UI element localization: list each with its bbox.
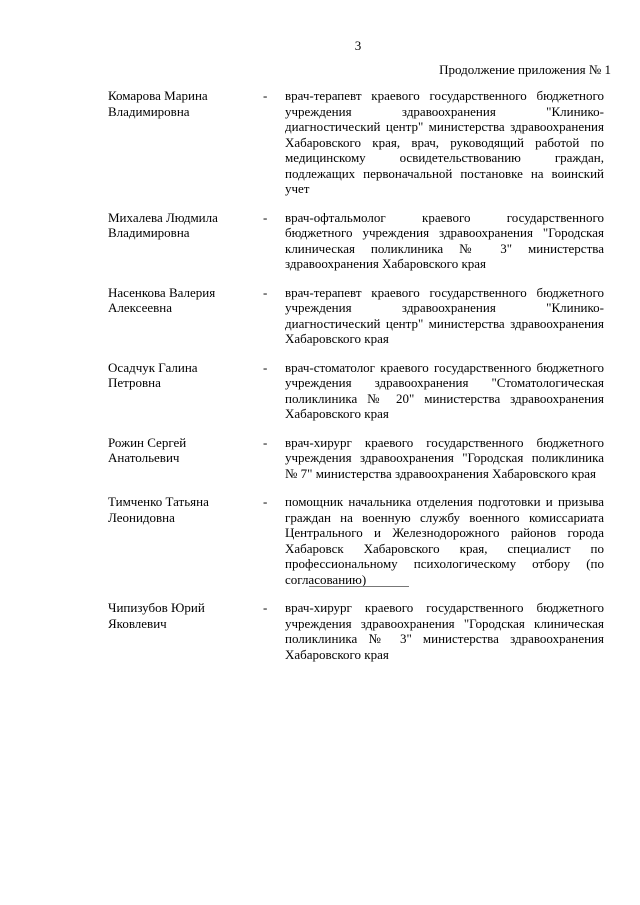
member-patronymic: Леонидовна: [108, 509, 175, 525]
list-item: [108, 600, 604, 662]
member-patronymic: Владимировна: [108, 103, 190, 119]
dash-separator: -: [263, 209, 268, 225]
continuation-label: Продолжение приложения № 1: [439, 62, 611, 77]
member-name: [108, 285, 263, 347]
list-item: [108, 435, 604, 482]
list-item: [108, 360, 604, 422]
member-position: врач-офтальмолог краевого государственного бюджетного учреждения здравоохранения "Городская клиническая поликлиника № 3" министерства здравоохранения Хабаровского края: [285, 209, 604, 271]
list-item: [108, 494, 604, 587]
member-name: [108, 88, 263, 197]
member-name: [108, 435, 263, 482]
dash-separator: -: [263, 359, 268, 375]
member-position: врач-терапевт краевого государственного бюджетного учреждения здравоохранения "Клинико-диагностический центр" министерства здравоохранения Хабаровского края, врач, руководящий работой по медицинскому освидетельствованию граждан, подлежащих первоначальной постановке на воинский учет: [285, 88, 604, 196]
dash-separator: -: [263, 284, 268, 300]
member-name: [108, 360, 263, 422]
dash-separator: -: [263, 434, 268, 450]
end-divider: [309, 586, 409, 587]
member-patronymic: Яковлевич: [108, 615, 167, 631]
member-surname-name: Михалева Людмила: [108, 209, 218, 225]
member-position: врач-терапевт краевого государственного бюджетного учреждения здравоохранения "Клинико-диагностический центр" министерства здравоохранения Хабаровского края: [285, 284, 604, 346]
dash-separator: -: [263, 494, 268, 509]
member-surname-name: Рожин Сергей: [108, 434, 187, 450]
member-patronymic: Анатольевич: [108, 450, 180, 465]
member-position: врач-стоматолог краевого государственного бюджетного учреждения здравоохранения "Стоматологическая поликлиника № 20" министерства здравоохранения Хабаровского края: [285, 359, 604, 421]
list-item: [108, 88, 604, 197]
member-name: [108, 494, 263, 587]
member-position: врач-хирург краевого государственного бюджетного учреждения здравоохранения "Городская поликлиника № 7" министерства здравоохранения Хабаровского края: [285, 434, 604, 481]
dash-separator: -: [263, 88, 268, 103]
member-patronymic: Алексеевна: [108, 300, 172, 315]
member-name: [108, 210, 263, 272]
member-position: помощник начальника отделения подготовки и призыва граждан на военную службу военного комиссариата Центрального и Железнодорожного районов города Хабаровск Хабаровского края, специалист по профессиональному психологическому отбору (по согласованию): [285, 494, 604, 587]
list-item: [108, 285, 604, 347]
member-patronymic: Владимировна: [108, 225, 190, 240]
list-item: [108, 210, 604, 272]
member-position: врач-хирург краевого государственного бюджетного учреждения здравоохранения "Городская клиническая поликлиника № 3" министерства здравоохранения Хабаровского края: [285, 600, 604, 662]
member-surname-name: Комарова Марина: [108, 88, 208, 103]
dash-separator: -: [263, 600, 268, 615]
member-surname-name: Насенкова Валерия: [108, 284, 216, 300]
member-surname-name: Чипизубов Юрий: [108, 600, 205, 615]
member-patronymic: Петровна: [108, 375, 161, 390]
member-surname-name: Тимченко Татьяна: [108, 494, 209, 509]
member-surname-name: Осадчук Галина: [108, 359, 198, 375]
page-number: 3: [354, 38, 362, 53]
member-name: [108, 600, 263, 662]
